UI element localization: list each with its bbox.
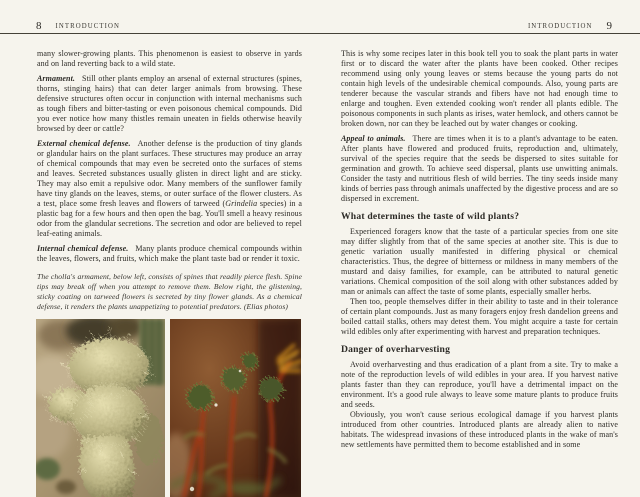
page-number-right: 9 [606,20,612,32]
paragraph [341,49,618,129]
paragraph-text: Another defense is the production of tiny glands or glandular hairs on the plant surfaces. These structures may produce an array of chemical compounds that may even be secreted onto the surfaces of stems and leaves. Secreted substances usually glisten in direct light and are sticky. They may also emit a repulsive odor. Many members of the sunflower family have tiny glands on the leaves, stems, or outer surface of the flower clusters. As a test, place some fresh leaves and flowers of tarweed ( [37,139,302,208]
right-page [341,49,618,450]
paragraph-text: This is why some recipes later in this book tell you to soak the plant parts in water first or to discard the water after the plants have been cooked. Other recipes recommend using only young leaves or stems because the young parts do not contain high levels of the undesirable chemical compounds. Also, young parts are tenderer because the vascular strands and fibers have not had enough time to enlarge and toughen. Even extended cooking won't render all plants edible. The poisonous components in such plants as irises, water hemlock, and others cannot be broken down, nor can they be leached out by water changes or cooking. [341,49,618,128]
paragraph: Experienced foragers know that the taste of a particular species from one site may differ slightly from that of the same species at another site. This is due to genetic variation usually manifested in differing physical or chemical characteristics. Thus, the degree of bitterness or mildness in many members of the mustard and daisy families, for example, can be attributed to natural genetic variations. Chemical composition of the soil along with other substances added by man or animals can affect the taste of some plants, especially smaller herbs. [341,227,618,296]
page-number-left: 8 [36,20,42,32]
paragraph [37,139,302,239]
run-in-head-appeal: Appeal to animals. [341,134,406,143]
cholla-photo-illustration [36,319,165,497]
header-right [528,16,612,30]
running-head-right: INTRODUCTION [527,23,593,30]
paragraph [341,134,618,204]
run-in-head-external-defense: External chemical defense. [37,139,131,148]
paragraph-text: Still other plants employ an arsenal of external structures (spines, thorns, stinging hairs) that can deter larger animals from browsing. These defensive structures often occur in conjunction with internal mechanisms such as tough fibers and bitter-tasting or even poisonous chemical compounds. Did you ever notice how many thistles remain uneaten in fields otherwise heavily browsed by deer or cattle? [37,74,302,133]
left-page [37,49,302,312]
paragraph-text: Many plants produce chemical compounds within the leaves, flowers, and fruits, which make the plant taste bad or render it toxic. [37,244,302,263]
paragraph-text: species) in a plastic bag for a few hours and then open the bag. You'll smell a heavy resinous odor from the glandular secretions. The secretion and odor are believed to repel leaf-eating animals. [37,199,302,238]
paragraph [37,49,302,69]
paragraph: Avoid overharvesting and thus eradication of a plant from a site. Try to make a note of the reproduction levels of wild edibles in your area. If you harvest native plants faster than they can reproduce, you'll have a detrimental impact on the environment. It's a good rule always to leave some mature plants to produce fruits and seeds. [341,360,618,409]
species-name: Grindelia [225,199,258,208]
tarweed-photo [170,319,301,497]
run-in-head-internal-defense: Internal chemical defense. [37,244,129,253]
header-rule [0,33,640,34]
header-left [36,16,120,30]
cholla-photo [36,319,165,497]
paragraph [37,74,302,134]
paragraph [37,244,302,264]
paragraph: Obviously, you won't cause serious ecological damage if you harvest plants introduced from other countries. Introduced plants are already alien to native habitats. The widespread invasions of these introduced plants in the wake of man's new settlements have permitted them to become established and in some [341,410,618,449]
section-heading-taste: What determines the taste of wild plants? [341,211,520,222]
section-heading-overharvesting: Danger of overharvesting [341,344,451,355]
paragraph-text: There are times when it is to a plant's advantage to be eaten. After plants have flowered and produced fruits, reproduction and, ultimately, survival of the species require that the seeds be dispersed to sites suitable for germination and growth. To achieve seed dispersal, plants use unwitting animals. Consider the tasty and nutritious flesh of wild berries. The tiny seeds inside many kinds of berries pass through animals unaffected by the digestive process and are so dispersed in excrement. [341,134,618,203]
tarweed-photo-illustration [170,319,301,497]
running-head-left: INTRODUCTION [55,23,121,30]
run-in-head-armament: Armament. [37,74,76,83]
paragraph: Then too, people themselves differ in their ability to taste and in their tolerance of certain plant compounds. Just as many foragers enjoy fresh dandelion greens and boiled cattail stalks, others may detest them. You might acquire a taste for certain wild edibles only after experimenting with harvest and preparation techniques. [341,297,618,336]
paragraph-text: many slower-growing plants. This phenomenon is easiest to observe in yards and on land reverting back to a wild state. [37,49,302,68]
photo-caption: The cholla's armament, below left, consists of spines that readily pierce flesh. Spine tips may break off when you attempt to remove them. Below right, the glistening, sticky coating on tarweed flowers is secreted by tiny flower glands. As a chemical defense, it renders the plants unappetizing to potential predators. (Elias photos) [37,272,302,311]
